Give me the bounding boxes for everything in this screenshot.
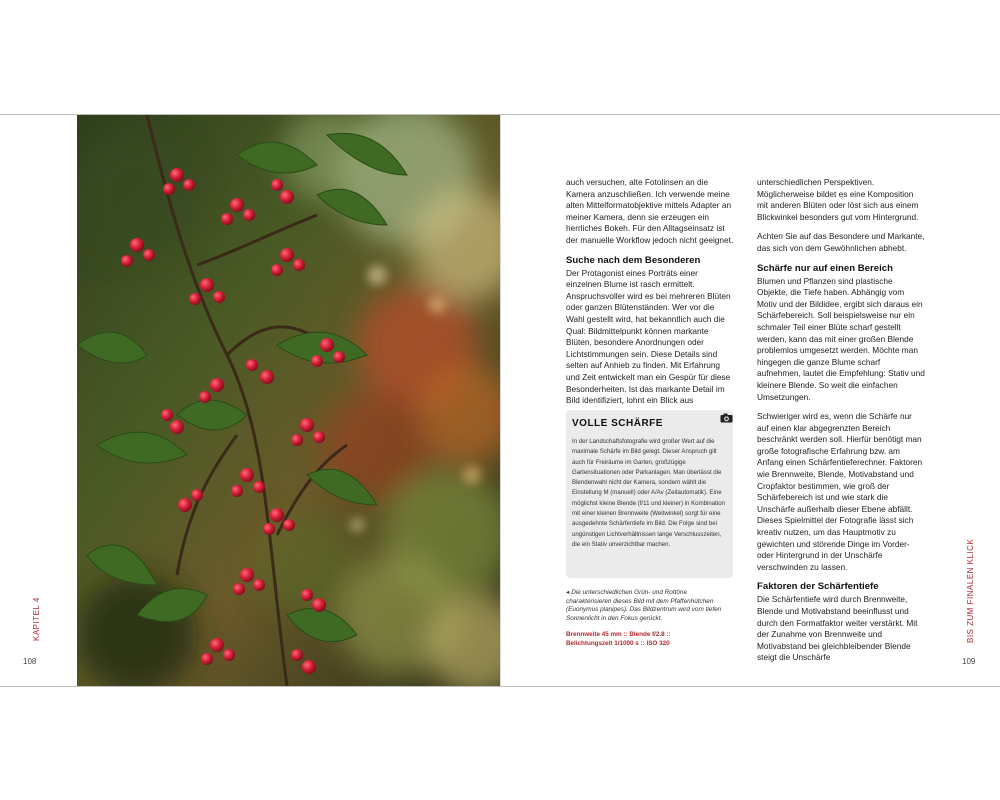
- berry-photo: [77, 115, 500, 686]
- exif-info: [566, 631, 736, 648]
- camera-icon: [720, 413, 733, 423]
- section-heading: Schärfe nur auf einen Bereich: [757, 262, 893, 274]
- book-spread: [0, 114, 1000, 687]
- text-column-2: [757, 177, 925, 672]
- text-column-1: [566, 177, 734, 415]
- caption-text: Die unterschiedlichen Grün- und Rottöne charakterisieren dieses Bild mit dem Pfaffenhütchen (Euonymus planipes). Das Bildzentrum wird vom tiefen Sonnenlicht in den Fokus gerückt.: [566, 589, 722, 622]
- photo-caption: [566, 589, 731, 623]
- paragraph: Schwieriger wird es, wenn die Schärfe nur auf einen klar abgegrenzten Bereich beschränkt werden soll. Hierfür benötigt man große fotografische Erfahrung bzw. am Anfang einen Schärfentieferechner. Faktoren wie Brennweite, Blende, Motivabstand und Cropfaktor bestimmen, wie groß der Schärfebereich ist und wie stark die Unschärfe außerhalb dieser Ebene abfällt. Dieses Spielmittel der Fotografie lässt sich kreativ nutzen, um das Hauptmotiv zu gewichten und störende Dinge im Vorder- oder Hintergrund in der Unschärfe verschwinden zu lassen.: [757, 411, 923, 572]
- paragraph: unterschiedlichen Perspektiven. Möglicherweise bildet es eine Komposition mit anderen Blüten oder löst sich aus einem Blickwinkel besonders gut vom Hintergrund.: [757, 177, 919, 222]
- page-number-right: 109: [962, 657, 976, 666]
- section-heading: Suche nach dem Besonderen: [566, 254, 701, 266]
- paragraph: Achten Sie auf das Besondere und Markante, das sich von dem Gewöhnlichen abhebt.: [757, 231, 925, 253]
- paragraph: Blumen und Pflanzen sind plastische Objekte, die Tiefe haben. Abhängig vom Motiv und der Bildidee, ergibt sich daraus ein Schärfebereich. Soll beispielsweise nur ein schmaler Teil einer Blüte scharf gestellt werden, kann das mit einer großen Blende problemlos umgesetzt werden. Möchte man hingegen die ganze Blume scharf aufnehmen, lautet die Empfehlung: Stativ und kleinere Blende. So weit die einfachen Umsetzungen.: [757, 275, 925, 402]
- section-heading: Faktoren der Schärfentiefe: [757, 581, 879, 593]
- exif-line: Brennweite 45 mm :: Blende f/2.8 ::: [566, 631, 671, 638]
- exif-line: Belichtungszeit 1/1000 s :: ISO 320: [566, 639, 670, 647]
- caption-arrow: ◂: [566, 589, 570, 596]
- page-number-left: 108: [23, 657, 37, 666]
- info-box: [566, 410, 733, 578]
- paragraph: Die Schärfentiefe wird durch Brennweite, Blende und Motivabstand beeinflusst und durch den Formatfaktor weiter verstärkt. Mit der Zunahme von Brennweite und Motivabstand bei gleichbleibender Blende steigt die Unschärfe: [757, 594, 918, 663]
- info-box-title: VOLLE SCHÄRFE: [572, 418, 663, 429]
- chapter-label: KAPITEL 4: [32, 597, 41, 641]
- section-label: BIS ZUM FINALEN KLICK: [966, 538, 975, 643]
- paragraph: auch versuchen, alte Fotolinsen an die Kamera anzuschließen. Ich verwende meine alten Mittelformatobjektive mittels Adapter an meiner Kamera, denn sie erzeugen ein herrliches Bokeh. Für den Alltagseinsatz ist der manuelle Workflow jedoch nicht geeignet.: [566, 177, 734, 245]
- info-box-text: In der Landschaftsfotografie wird großer Wert auf die maximale Schärfe im Bild gelegt. Dieser Anspruch gilt auch für Freiräume im Garten, großzügige Gartensituationen oder Parkanlagen. Man überlässt die Blendenwahl nicht der Kamera, sondern wählt die Einstellung M (manuell) oder A/Av (Zeitautomatik). Eine möglichst kleine Blende (f/11 und kleiner) in Kombination mit einer kleinen Brennweite (Weitwinkel) sorgt für eine ausgedehnte Schärfentiefe im Bild. Die Folge sind bei ungünstigen Lichtverhältnissen lange Verschlusszeiten, die ein Stativ unverzichtbar machen.: [572, 438, 725, 548]
- left-page: [0, 115, 501, 686]
- paragraph: Der Protagonist eines Porträts einer einzelnen Blume ist rasch ermittelt. Anspruchsvoller wird es bei mehreren Blüten oder ganzen Blütenständen. Wer vor die Wahl gestellt wird, hat bekanntlich auch die Qual: Bildmittelpunkt können markante Blüten, besondere Anordnungen oder Lichtstimmungen sein. Diese Details sind selten auf Anhieb zu finden. Mit Erfahrung und Zeit entwickelt man ein Gespür für diese Besonderheiten. Ist das markante Detail im Bild identifiziert, lohnt ein Blick aus: [566, 267, 731, 406]
